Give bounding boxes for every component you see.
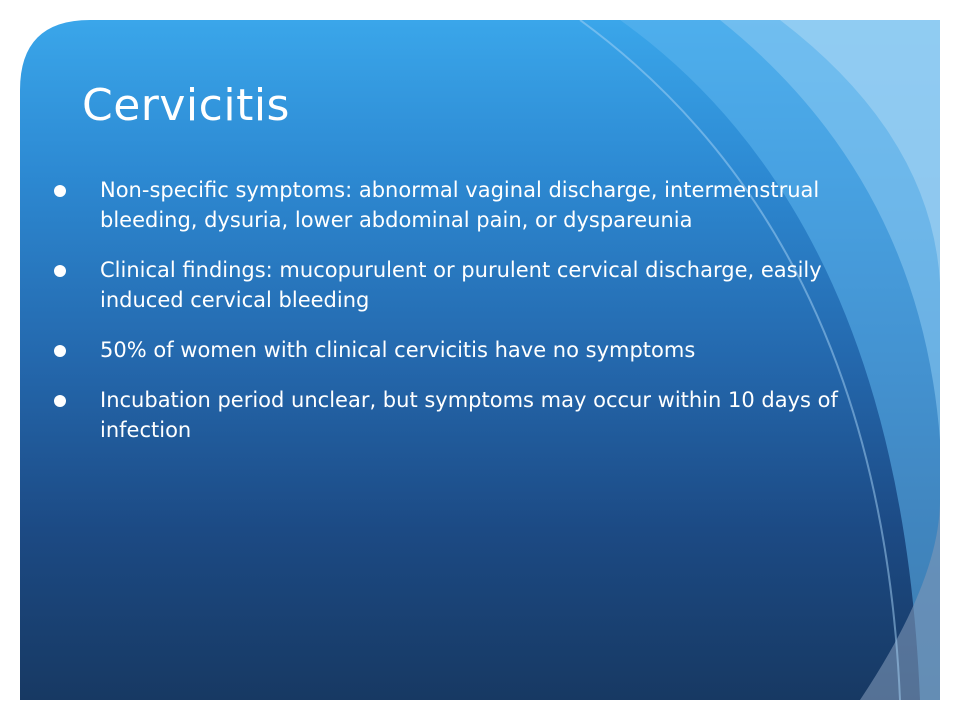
slide xyxy=(20,20,940,700)
bullet-item xyxy=(54,385,904,445)
bullet-dot-icon xyxy=(54,185,66,197)
bullet-dot-icon xyxy=(54,265,66,277)
bullet-dot-icon xyxy=(54,345,66,357)
bullet-text: Clinical findings: mucopurulent or purulent cervical discharge, easily induced cervical bleeding xyxy=(100,258,822,312)
bullet-dot-icon xyxy=(54,395,66,407)
slide-title: Cervicitis xyxy=(82,80,290,131)
bullet-item xyxy=(54,335,904,365)
bullet-text: Incubation period unclear, but symptoms may occur within 10 days of infection xyxy=(100,388,838,442)
bullet-text: 50% of women with clinical cervicitis have no symptoms xyxy=(100,338,696,362)
bullet-item xyxy=(54,255,904,315)
slide-corner-top-left xyxy=(20,20,90,90)
bullet-text: Non-specific symptoms: abnormal vaginal discharge, intermenstrual bleeding, dysuria, lower abdominal pain, or dyspareunia xyxy=(100,178,820,232)
bullet-item xyxy=(54,175,904,235)
bullet-list xyxy=(54,175,904,465)
